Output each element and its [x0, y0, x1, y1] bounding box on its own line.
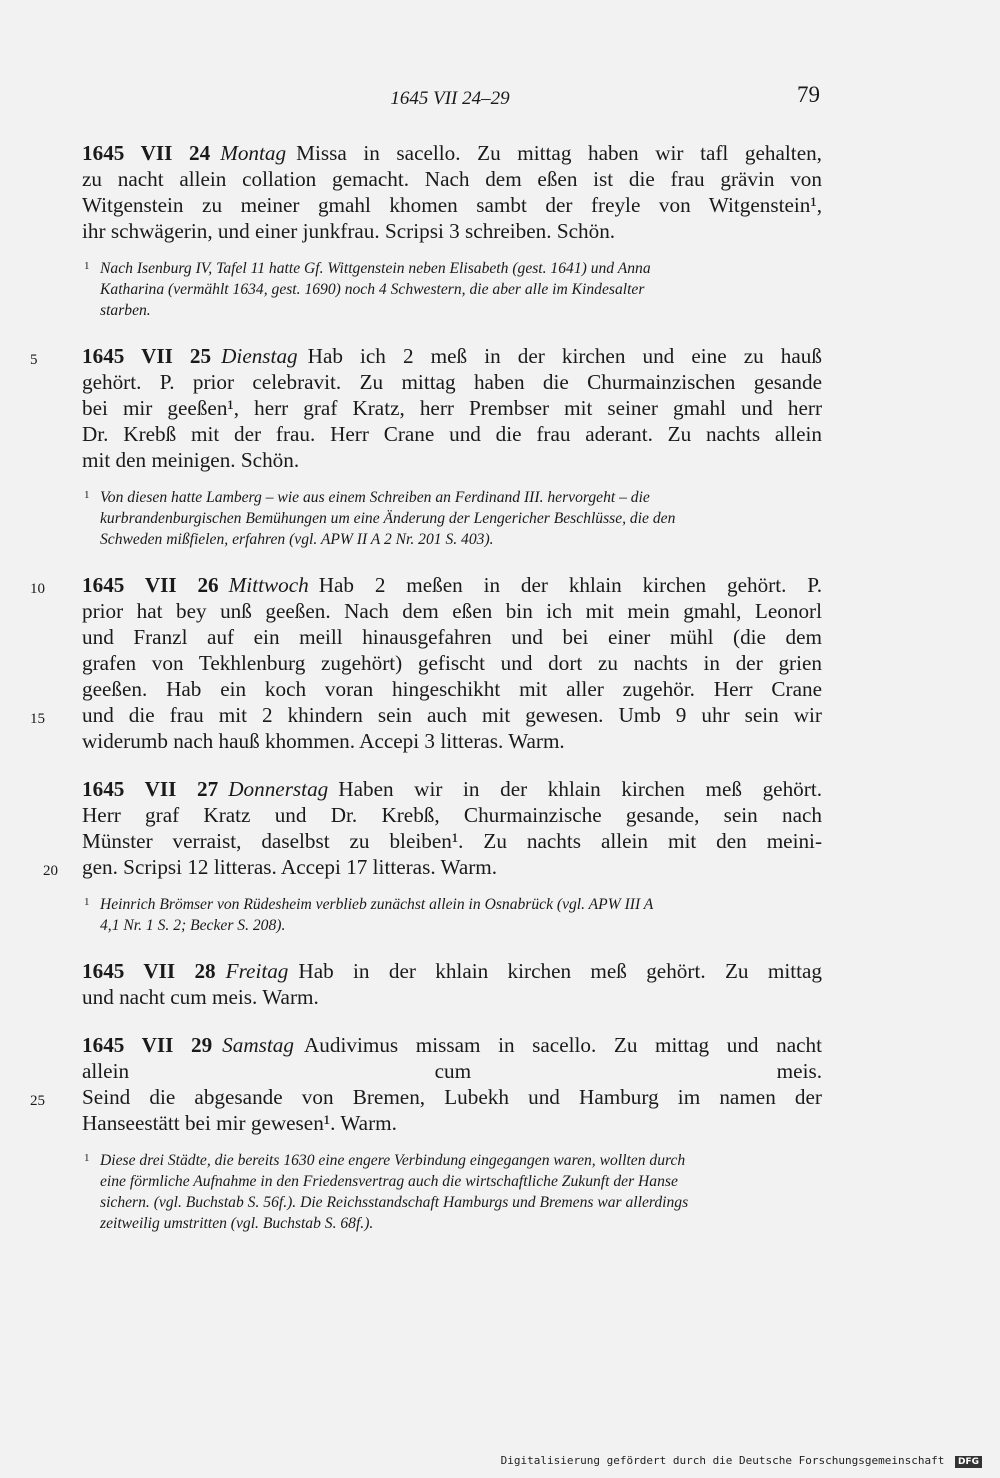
footnote [84, 1150, 822, 1234]
entry-date: 1645 VII 24 [82, 141, 211, 165]
running-head: 1645 VII 24–29 [390, 88, 510, 109]
entry-line [82, 192, 822, 218]
diary-entry [30, 343, 822, 550]
entry-text: und nacht cum meis. Warm. [82, 985, 319, 1009]
entry-weekday: Dienstag [221, 344, 298, 368]
entry-line [30, 572, 822, 598]
footnote-line: Diese drei Städte, die bereits 1630 eine engere Verbindung eingegangen waren, wollten durch [100, 1152, 686, 1169]
entry-line [82, 421, 822, 447]
entry-weekday: Freitag [225, 959, 289, 983]
entry-date: 1645 VII 25 [82, 344, 212, 368]
entry-weekday: Montag [220, 141, 287, 165]
diary-content [30, 140, 822, 1256]
entry-line [30, 1084, 822, 1110]
entry-line [82, 166, 822, 192]
footnote-line: sichern. (vgl. Buchstab S. 56f.). Die Reichsstandschaft Hamburgs und Bremens war allerdings [100, 1194, 689, 1211]
entry-line [82, 802, 822, 828]
diary-entry [82, 958, 822, 1010]
entry-line [82, 1058, 822, 1084]
entry-line [82, 676, 822, 702]
entry-text: ihr schwägerin, und einer junkfrau. Scripsi 3 schreiben. Schön. [82, 219, 616, 243]
footnote-line: eine förmliche Aufnahme in den Friedensvertrag auch die wirtschaftliche Zukunft der Hanse [100, 1173, 678, 1190]
entry-line [82, 776, 822, 802]
entry-spacer [82, 1010, 822, 1032]
footnote-line: Schweden mißfielen, erfahren (vgl. APW II A 2 Nr. 201 S. 403). [100, 531, 494, 548]
entry-line [82, 958, 822, 984]
footnote-line: 4,1 Nr. 1 S. 2; Becker S. 208). [100, 917, 286, 934]
entry-text: gen. Scripsi 12 litteras. Accepi 17 litteras. Warm. [82, 855, 498, 879]
entry-line [82, 828, 822, 854]
footnote-mark: 1 [84, 896, 90, 908]
footnote-line: Katharina (vermählt 1634, gest. 1690) noch 4 Schwestern, die aber alle im Kindesalter [100, 281, 645, 298]
entry-text: Hab in der khlain kirchen meß gehört. Zu mittag [298, 959, 822, 983]
diary-entry [43, 776, 822, 936]
footnote [84, 258, 822, 321]
footnote-line: starben. [100, 302, 151, 319]
entry-text: Seind die abgesande von Bremen, Lubekh und Hamburg im namen der [82, 1085, 822, 1109]
entry-line [30, 343, 822, 369]
entry-spacer [82, 936, 822, 958]
entry-text: Dr. Krebß mit der frau. Herr Crane und die frau aderant. Zu nachts allein [82, 422, 822, 446]
entry-text: Münster verraist, daselbst zu bleiben¹. Zu nachts allein mit den meini- [82, 829, 822, 853]
entry-text: Hab ich 2 meß in der kirchen und eine zu hauß [307, 344, 822, 368]
entry-text: Audivimus missam in sacello. Zu mittag und nacht [303, 1033, 822, 1057]
diary-entry [30, 1032, 822, 1234]
entry-text: Hanseestätt bei mir gewesen¹. Warm. [82, 1111, 397, 1135]
footnote-line: Von diesen hatte Lamberg – wie aus einem Schreiben an Ferdinand III. hervorgeht – die [100, 489, 650, 506]
entry-line [82, 984, 822, 1010]
page-number: 79 [797, 82, 820, 107]
entry-line [82, 218, 822, 244]
entry-text: gehört. P. prior celebravit. Zu mittag haben die Churmainzischen gesande [82, 370, 822, 394]
line-number: 15 [30, 711, 45, 727]
footnote-line: Heinrich Brömser von Rüdesheim verblieb zunächst allein in Osnabrück (vgl. APW III A [100, 896, 654, 913]
entry-line [82, 447, 822, 473]
line-number: 5 [30, 352, 38, 368]
dfg-logo: DFG [955, 1456, 982, 1468]
entry-text: und die frau mit 2 khindern sein auch mit gewesen. Umb 9 uhr sein wir [82, 703, 822, 727]
footnote-mark: 1 [84, 260, 90, 272]
entry-text: und Franzl auf ein meill hinausgefahren und bei einer mühl (die dem [82, 625, 822, 649]
entry-spacer [82, 321, 822, 343]
line-number: 10 [30, 581, 45, 597]
footnote [84, 487, 822, 550]
entry-spacer [82, 550, 822, 572]
entry-line [30, 702, 822, 728]
credit-text: Digitalisierung gefördert durch die Deutsche Forschungsgemeinschaft [500, 1454, 945, 1467]
footnote-line: zeitweilig umstritten (vgl. Buchstab S. 68f.). [100, 1215, 374, 1232]
entry-line [82, 140, 822, 166]
line-number: 25 [30, 1093, 45, 1109]
entry-line [82, 650, 822, 676]
entry-line [43, 854, 822, 880]
entry-text: geeßen. Hab ein koch voran hingeschikht mit aller zugehör. Herr Crane [82, 677, 822, 701]
entry-line [82, 624, 822, 650]
entry-text: allein cum meis. [82, 1059, 822, 1083]
entry-line [82, 395, 822, 421]
line-number: 20 [43, 863, 58, 879]
diary-entry [30, 572, 822, 754]
entry-weekday: Samstag [222, 1033, 294, 1057]
footnote-mark: 1 [84, 1152, 90, 1164]
diary-entry [82, 140, 822, 321]
entry-date: 1645 VII 29 [82, 1033, 213, 1057]
entry-text: Missa in sacello. Zu mittag haben wir tafl gehalten, [296, 141, 822, 165]
entry-line [82, 728, 822, 754]
footnote-line: Nach Isenburg IV, Tafel 11 hatte Gf. Wittgenstein neben Elisabeth (gest. 1641) und Anna [100, 260, 651, 277]
footnote [84, 894, 822, 936]
footnote-mark: 1 [84, 489, 90, 501]
entry-text: zu nacht allein collation gemacht. Nach dem eßen ist die frau grävin von [82, 167, 822, 191]
entry-date: 1645 VII 28 [82, 959, 216, 983]
entry-spacer [82, 754, 822, 776]
entry-text: bei mir geeßen¹, herr graf Kratz, herr Prembser mit seiner gmahl und herr [82, 396, 822, 420]
entry-text: prior hat bey unß geeßen. Nach dem eßen bin ich mit mein gmahl, Leonorl [82, 599, 822, 623]
entry-text: grafen von Tekhlenburg zugehört) gefischt und dort zu nachts in der grien [82, 651, 822, 675]
page-header [80, 82, 820, 112]
entry-text: widerumb nach hauß khommen. Accepi 3 litteras. Warm. [82, 729, 565, 753]
entry-date: 1645 VII 27 [82, 777, 219, 801]
entry-weekday: Mittwoch [228, 573, 309, 597]
entry-weekday: Donnerstag [228, 777, 329, 801]
entry-spacer [82, 1234, 822, 1256]
entry-line [82, 1110, 822, 1136]
entry-text: Haben wir in der khlain kirchen meß gehört. [338, 777, 822, 801]
footnote-line: kurbrandenburgischen Bemühungen um eine Änderung der Lengericher Beschlüsse, die den [100, 510, 676, 527]
entry-line [82, 1032, 822, 1058]
entry-text: mit den meinigen. Schön. [82, 448, 300, 472]
entry-line [82, 369, 822, 395]
digitization-credit [501, 1454, 982, 1468]
entry-text: Hab 2 meßen in der khlain kirchen gehört. P. [318, 573, 822, 597]
entry-text: Herr graf Kratz und Dr. Krebß, Churmainzische gesande, sein nach [82, 803, 822, 827]
entry-date: 1645 VII 26 [82, 573, 219, 597]
entry-line [82, 598, 822, 624]
entry-text: Witgenstein zu meiner gmahl khomen sambt der freyle von Witgenstein¹, [82, 193, 822, 217]
